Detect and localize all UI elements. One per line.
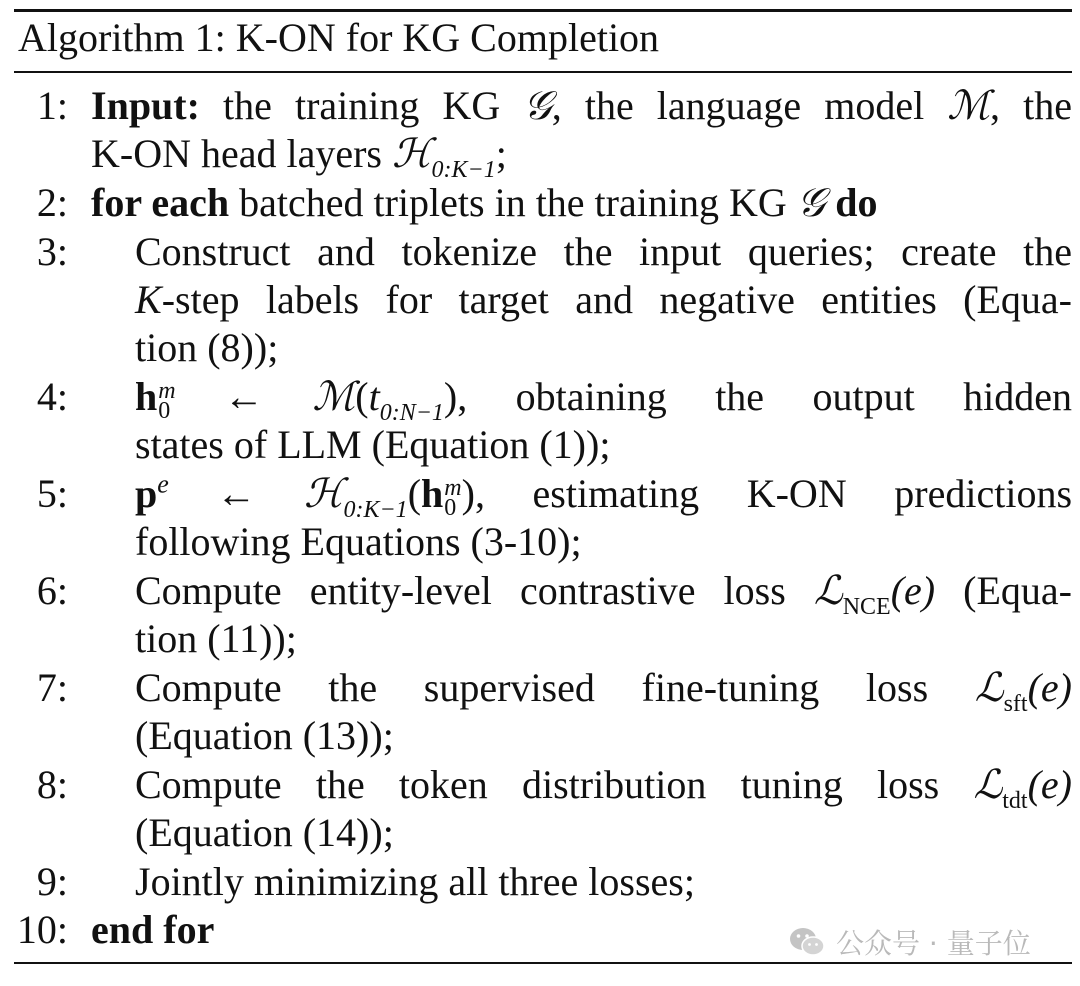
superscript-text: e — [157, 469, 169, 499]
line-text: Construct and tokenize the input queries; create the — [135, 229, 1072, 274]
text-segment: Compute the supervised fine-tuning loss — [135, 665, 975, 710]
algorithm-line-3-cont2 — [0, 324, 1080, 372]
line-text — [91, 130, 507, 184]
math-scripts — [444, 474, 462, 521]
line-number: 7: — [36, 665, 68, 710]
line-text: (Equation (13)); — [135, 713, 394, 758]
math-argument: (e) — [1027, 665, 1072, 710]
text-segment: Compute entity-level contrastive loss — [135, 568, 814, 613]
text-segment: -step labels for target and negative entities (Equa- — [161, 277, 1072, 322]
text-segment: Compute the token distribution tuning loss — [135, 762, 974, 807]
title-rule — [14, 71, 1072, 73]
line-number: 3: — [36, 229, 68, 274]
math-symbol: ℳ — [312, 374, 356, 420]
superscript-text: m — [444, 474, 462, 501]
line-text — [135, 567, 1072, 621]
text-segment: , the — [990, 83, 1072, 128]
line-number: 4: — [36, 374, 68, 419]
math-symbol: t — [368, 374, 380, 419]
algorithm-line-1 — [0, 82, 1080, 130]
algorithm-line-1-cont — [0, 130, 1080, 183]
math-symbol: 𝒢 — [523, 83, 552, 129]
algorithm-line-8-cont — [0, 809, 1080, 857]
math-symbol: ℒ — [813, 568, 843, 614]
line-number: 8: — [36, 762, 68, 807]
subscript-text: 0 — [444, 494, 457, 521]
math-symbol: h — [421, 471, 444, 516]
algorithm-line-2 — [0, 179, 1080, 227]
text-segment: the training KG — [199, 83, 524, 128]
algorithm-line-9 — [0, 858, 1080, 906]
algorithm-line-3-cont — [0, 276, 1080, 324]
line-text — [135, 761, 1072, 815]
algorithm-line-5-cont — [0, 518, 1080, 566]
input-keyword: Input: — [91, 83, 200, 128]
watermark — [788, 922, 1031, 962]
subscript-text: NCE — [842, 594, 891, 620]
algorithm-line-8 — [0, 761, 1080, 814]
line-text: Jointly minimizing all three losses; — [135, 859, 695, 904]
bottom-rule — [14, 962, 1072, 964]
line-text: (Equation (14)); — [135, 810, 394, 855]
math-argument: (e) — [1027, 762, 1072, 807]
line-number: 6: — [36, 568, 68, 613]
text-segment: ; — [495, 131, 507, 176]
end-for-keyword: end for — [91, 907, 215, 952]
math-symbol: K — [135, 277, 162, 322]
math-symbol: 𝒢 — [796, 180, 826, 226]
algorithm-line-5 — [0, 469, 1080, 523]
line-number: 1: — [36, 83, 68, 128]
line-text: states of LLM (Equation (1)); — [135, 422, 611, 467]
line-number: 9: — [36, 859, 68, 904]
line-text — [135, 276, 1072, 324]
algorithm-line-7-cont — [0, 712, 1080, 760]
text-segment: K-ON head layers — [91, 131, 392, 176]
line-text — [91, 179, 877, 227]
math-scripts — [158, 377, 176, 424]
math-symbol: ℳ — [947, 83, 991, 129]
algorithm-line-3 — [0, 228, 1080, 276]
watermark-text: 公众号 · 量子位 — [836, 927, 1031, 960]
algorithm-line-4 — [0, 373, 1080, 426]
line-text: tion (8)); — [135, 325, 279, 370]
line-number: 10: — [16, 907, 68, 952]
algorithm-line-6 — [0, 567, 1080, 620]
line-text: following Equations (3-10); — [135, 519, 582, 564]
for-each-keyword: for each — [91, 180, 230, 225]
line-text: h m 0 ← $ℳ(t_{0:N-1})$, obtaining the output hidden — [135, 374, 1073, 426]
algorithm-line-6-cont — [0, 615, 1080, 663]
top-rule — [14, 9, 1072, 12]
math-symbol: p — [135, 471, 158, 516]
text-segment: batched triplets in the training KG — [229, 180, 797, 225]
math-symbol: h — [135, 374, 158, 419]
line-number: 5: — [36, 471, 68, 516]
line-text: tion (11)); — [135, 616, 297, 661]
subscript-text: 0:N−1 — [379, 400, 444, 426]
wechat-icon — [788, 925, 826, 959]
subscript-text: tdt — [1002, 788, 1028, 814]
algorithm-title: Algorithm 1: K-ON for KG Completion — [18, 15, 660, 60]
line-number: 2: — [36, 180, 68, 225]
algorithm-line-7 — [0, 664, 1080, 717]
arrow-symbol: ← — [216, 471, 257, 516]
line-text — [135, 664, 1072, 718]
superscript-text: m — [158, 377, 176, 404]
subscript-text: 0 — [158, 397, 171, 424]
line-text — [91, 82, 1072, 130]
subscript-text: 0:K−1 — [343, 497, 408, 523]
do-keyword: do — [835, 180, 878, 225]
text-segment: (Equa- — [935, 568, 1073, 613]
math-symbol: ℒ — [973, 762, 1003, 808]
subscript-text: sft — [1003, 691, 1028, 717]
math-symbol: ℋ — [392, 131, 432, 177]
algorithm-line-4-cont — [0, 421, 1080, 469]
math-symbol: ℋ — [303, 471, 344, 517]
line-text: $p^e$ ← ℋ$_{0:K-1}$(h m 0 ), estimating K-ON predictions — [135, 469, 1073, 523]
math-argument: (e) — [890, 568, 936, 613]
text-segment: , estimating K-ON predictions — [474, 471, 1073, 516]
math-symbol: ℒ — [974, 665, 1004, 711]
text-segment: , the language model — [551, 83, 948, 128]
subscript-text: 0:K−1 — [431, 157, 496, 183]
arrow-symbol: ← — [224, 374, 265, 419]
text-segment: , obtaining the output hidden — [457, 374, 1073, 419]
